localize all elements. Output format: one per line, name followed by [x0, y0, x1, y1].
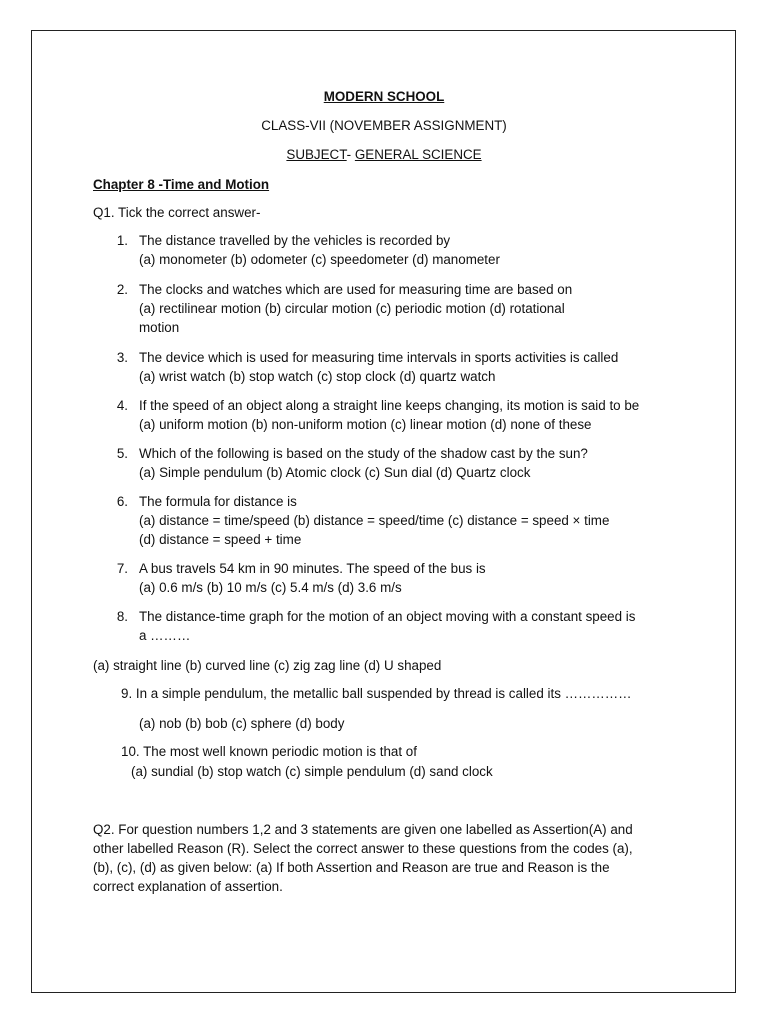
q2-line: correct explanation of assertion.	[93, 879, 283, 894]
subject-value: GENERAL SCIENCE	[354, 147, 482, 162]
item9-question: 9. In a simple pendulum, the metallic ball suspended by thread is called its ……………	[121, 686, 632, 701]
item-number: 5.	[116, 446, 128, 461]
item-number: 2.	[116, 282, 128, 297]
chapter-heading: Chapter 8 -Time and Motion	[93, 177, 270, 192]
school-title: MODERN SCHOOL	[323, 89, 445, 104]
item-number: 7.	[116, 561, 128, 576]
item8-options: (a) straight line (b) curved line (c) zig zag line (d) U shaped	[93, 658, 442, 673]
item-question: If the speed of an object along a straight line keeps changing, its motion is said to be	[139, 398, 640, 413]
item-options: (a) rectilinear motion (b) circular motion (c) periodic motion (d) rotational	[139, 301, 565, 316]
q2-line: Q2. For question numbers 1,2 and 3 statements are given one labelled as Assertion(A) and	[93, 822, 633, 837]
item-question: The clocks and watches which are used for measuring time are based on	[139, 282, 573, 297]
item-question: The formula for distance is	[139, 494, 297, 509]
item-options: (a) wrist watch (b) stop watch (c) stop clock (d) quartz watch	[139, 369, 496, 384]
item10-question: 10. The most well known periodic motion is that of	[121, 744, 417, 759]
item-question: The device which is used for measuring time intervals in sports activities is called	[139, 350, 619, 365]
item-number: 6.	[116, 494, 128, 509]
item-options: (a) Simple pendulum (b) Atomic clock (c) Sun dial (d) Quartz clock	[139, 465, 531, 480]
item-number: 3.	[116, 350, 128, 365]
item-question: Which of the following is based on the study of the shadow cast by the sun?	[139, 446, 588, 461]
item-options-continued: motion	[139, 320, 180, 335]
subject-line	[0, 145, 768, 164]
item-options: (a) monometer (b) odometer (c) speedometer (d) manometer	[139, 252, 500, 267]
item-question-continued: a ………	[139, 628, 191, 643]
item-options: (a) 0.6 m/s (b) 10 m/s (c) 5.4 m/s (d) 3.6 m/s	[139, 580, 402, 595]
item-number: 8.	[116, 609, 128, 624]
q1-instruction: Q1. Tick the correct answer-	[93, 205, 261, 220]
item-options-continued: (d) distance = speed + time	[139, 532, 302, 547]
item-question: The distance-time graph for the motion of an object moving with a constant speed is	[139, 609, 636, 624]
item-question: The distance travelled by the vehicles is recorded by	[139, 233, 451, 248]
item-question: A bus travels 54 km in 90 minutes. The speed of the bus is	[139, 561, 486, 576]
q2-line: (b), (c), (d) as given below: (a) If both Assertion and Reason are true and Reason is the	[93, 860, 610, 875]
item-number: 1.	[116, 233, 128, 248]
item-options: (a) uniform motion (b) non-uniform motion (c) linear motion (d) none of these	[139, 417, 592, 432]
class-line: CLASS-VII (NOVEMBER ASSIGNMENT)	[261, 118, 507, 133]
subject-label: SUBJECT	[286, 147, 347, 162]
item-options: (a) distance = time/speed (b) distance = speed/time (c) distance = speed × time	[139, 513, 610, 528]
item10-options: (a) sundial (b) stop watch (c) simple pendulum (d) sand clock	[131, 764, 493, 779]
q2-line: other labelled Reason (R). Select the correct answer to these questions from the codes (a),	[93, 841, 633, 856]
item-number: 4.	[116, 398, 128, 413]
item9-options: (a) nob (b) bob (c) sphere (d) body	[139, 716, 345, 731]
subject-separator: -	[346, 147, 355, 162]
